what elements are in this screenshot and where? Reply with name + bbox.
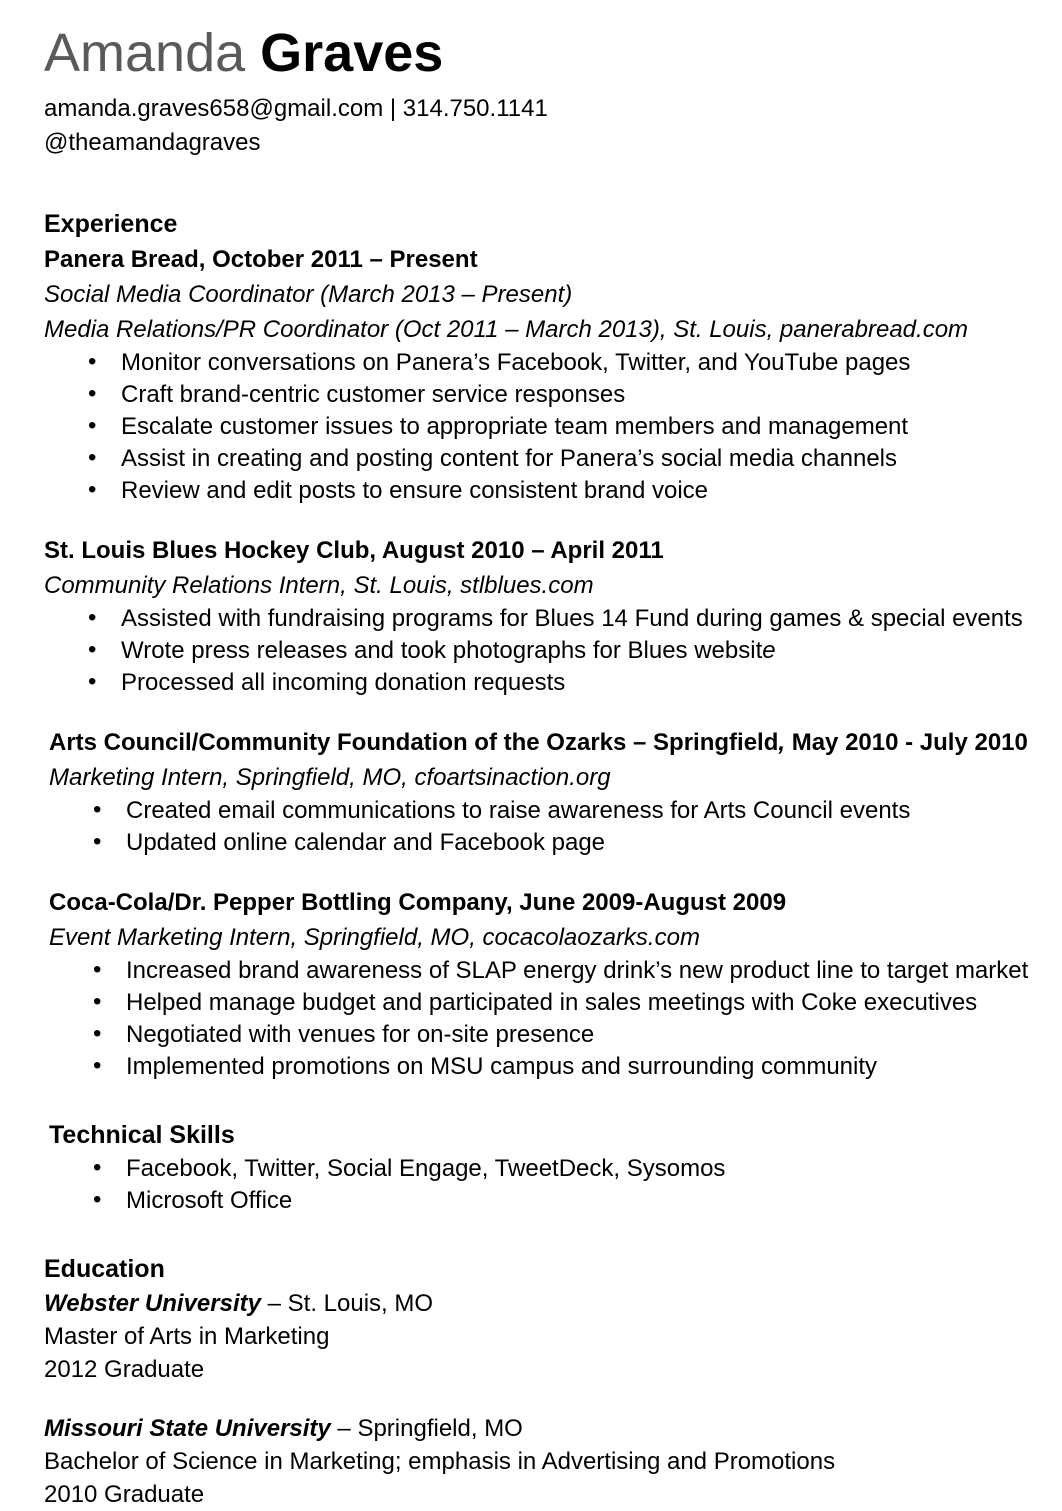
school-name: Missouri State University <box>44 1415 331 1442</box>
job-entry-coca-cola <box>0 885 1062 1083</box>
list-item: • Created email communications to raise awareness for Arts Council events <box>49 795 1062 827</box>
spacer <box>0 160 1062 206</box>
education-degree: Master of Arts in Marketing <box>44 1323 330 1350</box>
job-bullet-list <box>44 347 1062 507</box>
list-item: • Craft brand-centric customer service responses <box>44 379 1062 411</box>
education-school-line <box>44 1287 1062 1320</box>
skills-bullet-list <box>49 1153 1062 1217</box>
job-bullet-list <box>44 603 1062 699</box>
job-employer-line: Panera Bread, October 2011 – Present <box>44 246 478 273</box>
education-school-line <box>44 1412 1062 1445</box>
spacer <box>0 699 1062 725</box>
job-role-line: Marketing Intern, Springfield, MO, cfoartsinaction.org <box>49 764 611 791</box>
job-role-line: Community Relations Intern, St. Louis, stlblues.com <box>44 572 594 599</box>
school-location: – St. Louis, MO <box>260 1290 434 1317</box>
school-name: Webster University <box>44 1290 261 1317</box>
first-name: Amanda <box>44 23 246 83</box>
list-item: • Updated online calendar and Facebook page <box>49 827 1062 859</box>
job-entry-arts-council <box>0 725 1062 859</box>
job-role-line: Social Media Coordinator (March 2013 – Present) <box>44 281 573 308</box>
candidate-name <box>44 22 1062 84</box>
last-name: Graves <box>260 23 444 83</box>
technical-skills-section <box>0 1117 1062 1217</box>
job-employer-line: Coca-Cola/Dr. Pepper Bottling Company, June 2009-August 2009 <box>49 889 787 916</box>
job-entry-panera <box>44 242 1062 507</box>
job-entry-blues <box>44 533 1062 699</box>
job-employer-line: St. Louis Blues Hockey Club, August 2010 – April 2011 <box>44 537 664 564</box>
job-employer-comma: , <box>778 729 786 756</box>
list-item: • Processed all incoming donation requests <box>44 667 1062 699</box>
spacer <box>44 507 1062 533</box>
email-phone-line: amanda.graves658@gmail.com | 314.750.1141 <box>44 95 548 122</box>
list-item <box>44 635 1062 667</box>
list-item: • Implemented promotions on MSU campus and surrounding community <box>49 1051 1062 1083</box>
spacer <box>0 1083 1062 1117</box>
education-section <box>0 1251 1062 1511</box>
experience-heading: Experience <box>44 210 178 238</box>
technical-skills-heading: Technical Skills <box>49 1121 235 1149</box>
job-role-line: Media Relations/PR Coordinator (Oct 2011 – March 2013), St. Louis, panerabread.com <box>44 316 969 343</box>
list-item: • Escalate customer issues to appropriate team members and management <box>44 411 1062 443</box>
education-grad-year: 2012 Graduate <box>44 1356 205 1383</box>
education-grad-year: 2010 Graduate <box>44 1481 205 1508</box>
list-item: • Assisted with fundraising programs for Blues 14 Fund during games & special events <box>44 603 1062 635</box>
experience-section <box>0 206 1062 699</box>
job-bullet-list <box>49 795 1062 859</box>
education-entry-missouri-state <box>44 1412 1062 1511</box>
school-location: – Springfield, MO <box>330 1415 523 1442</box>
list-item: • Monitor conversations on Panera’s Facebook, Twitter, and YouTube pages <box>44 347 1062 379</box>
spacer <box>0 1217 1062 1251</box>
list-item: • Increased brand awareness of SLAP energy drink’s new product line to target market <box>49 955 1062 987</box>
list-item: • Negotiated with venues for on-site presence <box>49 1019 1062 1051</box>
education-heading: Education <box>44 1255 165 1283</box>
list-item: • Facebook, Twitter, Social Engage, TweetDeck, Sysomos <box>49 1153 1062 1185</box>
list-item: • Assist in creating and posting content for Panera’s social media channels <box>44 443 1062 475</box>
job-bullet-list <box>49 955 1062 1083</box>
bullet-text: Wrote press releases and took photographs for Blues websit <box>121 637 763 664</box>
list-item: • Review and edit posts to ensure consistent brand voice <box>44 475 1062 507</box>
bullet-text-italic-tail: e <box>762 637 776 664</box>
job-employer-dates: May 2010 - July 2010 <box>785 729 1028 756</box>
contact-block <box>44 92 1062 160</box>
social-handle-line: @theamandagraves <box>44 129 261 156</box>
education-degree: Bachelor of Science in Marketing; emphasis in Advertising and Promotions <box>44 1448 836 1475</box>
resume-header <box>0 0 1062 160</box>
job-employer-line <box>49 725 1062 760</box>
spacer <box>44 1386 1062 1412</box>
spacer <box>0 859 1062 885</box>
job-role-line: Event Marketing Intern, Springfield, MO, cocacolaozarks.com <box>49 924 700 951</box>
list-item: • Helped manage budget and participated in sales meetings with Coke executives <box>49 987 1062 1019</box>
education-entry-webster <box>44 1287 1062 1386</box>
job-employer-name: Arts Council/Community Foundation of the Ozarks – Springfield <box>49 729 779 756</box>
list-item: • Microsoft Office <box>49 1185 1062 1217</box>
